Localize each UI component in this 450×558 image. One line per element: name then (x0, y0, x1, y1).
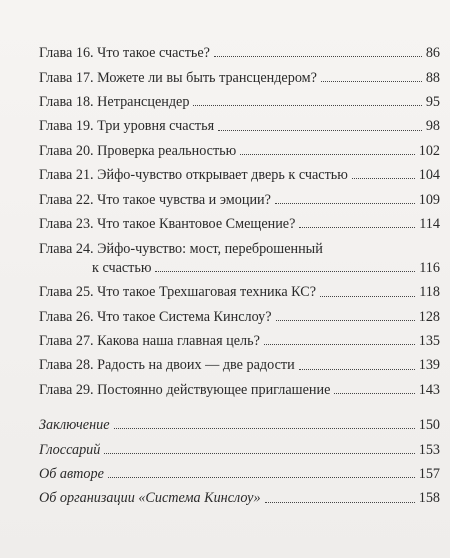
dot-leader (320, 296, 415, 297)
toc-entry-ch20 (39, 134, 440, 158)
toc-entry-conclusion (39, 408, 440, 432)
toc-entry-ch19 (39, 109, 440, 133)
toc-page-number: 86 (425, 45, 440, 62)
dot-leader (218, 130, 422, 131)
toc-title: Глава 19. Три уровня счастья (39, 119, 215, 134)
toc-entry-ch23 (39, 207, 440, 231)
dot-leader (114, 428, 415, 429)
dot-leader (352, 178, 415, 179)
dot-leader (155, 271, 415, 272)
toc-entry-ch24 (39, 231, 440, 275)
toc-title: Глава 29. Постоянно действующее приглашение (39, 382, 331, 398)
toc-title: Глава 25. Что такое Трехшаговая техника КС? (39, 285, 317, 300)
toc-entry-ch27 (39, 324, 440, 348)
toc-title-line1: Глава 24. Эйфо-чувство: мост, переброшенный (39, 240, 323, 257)
toc-title: Глава 22. Что такое чувства и эмоции? (39, 192, 271, 207)
toc-entry-ch21 (39, 158, 440, 182)
toc-page-number: 109 (418, 191, 440, 208)
toc-title-continuation (39, 261, 440, 275)
toc-page-number: 135 (418, 333, 440, 350)
dot-leader (299, 227, 415, 228)
dot-leader (265, 502, 415, 503)
dot-leader (321, 81, 422, 82)
toc-page-number: 118 (419, 284, 440, 301)
dot-leader (193, 105, 421, 106)
dot-leader (108, 477, 415, 478)
dot-leader (214, 56, 422, 57)
toc-page-number: 114 (419, 215, 440, 232)
toc-title: Глава 16. Что такое счастье? (39, 46, 210, 61)
toc-title: Глава 20. Проверка реальностью (39, 143, 237, 158)
toc-entry-ch17 (39, 60, 440, 84)
toc-page-number: 157 (418, 466, 440, 483)
toc-page-number: 128 (418, 308, 440, 325)
toc-page-number: 104 (418, 167, 440, 184)
toc-title: Глава 26. Что такое Система Кинслоу? (39, 309, 272, 324)
dot-leader (264, 344, 415, 345)
toc-entry-about-organization (39, 481, 440, 505)
toc-title: Об организации «Система Кинслоу» (39, 491, 261, 506)
section-gap (39, 397, 440, 408)
toc-page-number: 98 (425, 118, 440, 135)
toc-entry-ch28 (39, 348, 440, 372)
toc-entry-ch18 (39, 85, 440, 109)
toc-page-number: 139 (418, 357, 440, 374)
dot-leader (334, 393, 414, 394)
toc-title: Глава 17. Можете ли вы быть трансцендером? (39, 70, 317, 85)
toc-page-number: 143 (418, 381, 440, 398)
dot-leader (276, 320, 415, 321)
toc-title: Заключение (39, 418, 110, 433)
toc-entry-ch16 (39, 36, 440, 60)
toc-entry-ch26 (39, 300, 440, 324)
toc-page-number: 158 (418, 490, 440, 507)
dot-leader (275, 203, 415, 204)
toc-page-number: 102 (418, 142, 440, 159)
toc-entry-ch22 (39, 182, 440, 206)
toc-page-number: 116 (419, 259, 440, 276)
toc-page-number: 95 (425, 93, 440, 110)
toc-title: Глава 21. Эйфо-чувство открывает дверь к счастью (39, 168, 348, 183)
toc-entry-glossary (39, 432, 440, 456)
table-of-contents (39, 36, 440, 506)
toc-title: Глава 27. Какова наша главная цель? (39, 334, 260, 349)
toc-entry-about-author (39, 457, 440, 481)
toc-title: Глава 23. Что такое Квантовое Смещение? (39, 216, 296, 232)
toc-page-number: 88 (425, 69, 440, 86)
dot-leader (240, 154, 414, 155)
toc-page-number: 153 (418, 441, 440, 458)
dot-leader (299, 369, 415, 370)
toc-page-number: 150 (418, 417, 440, 434)
toc-title: Глава 28. Радость на двоих — две радости (39, 358, 295, 373)
toc-title: Глава 18. Нетрансцендер (39, 94, 190, 110)
toc-title: Глоссарий (39, 442, 101, 457)
toc-entry-ch25 (39, 275, 440, 299)
dot-leader (104, 453, 414, 454)
toc-title-line2: к счастью (92, 260, 152, 276)
toc-title: Об авторе (39, 467, 104, 482)
toc-entry-ch29 (39, 373, 440, 397)
